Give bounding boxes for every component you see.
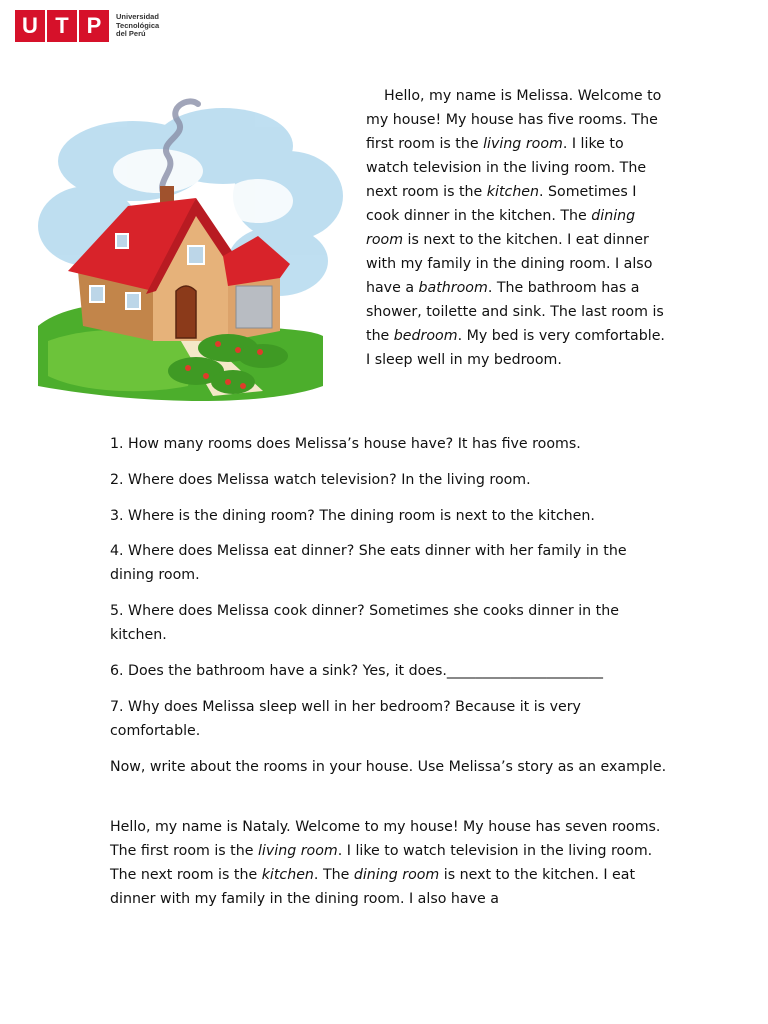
question-6: 6. Does the bathroom have a sink? Yes, it does.______________________ [110, 663, 603, 679]
front-window [188, 246, 204, 264]
question-4: 4. Where does Melissa eat dinner? She eats dinner with her family in the dining room. [110, 543, 627, 583]
student-answer [110, 815, 670, 911]
roof-window [116, 234, 128, 248]
melissa-story [366, 84, 666, 372]
story-text-3: . Sometimes I cook dinner in the kitchen. The [366, 184, 637, 224]
story-kitchen: kitchen [486, 184, 540, 200]
story-text-6: . My bed is very comfortable. I sleep well in my bedroom. [366, 328, 665, 368]
logo-letter-p: P [79, 10, 109, 42]
garage-door [236, 286, 272, 328]
story-text-4: is next to the kitchen. I eat dinner with my family in the dining room. I also have a [366, 232, 653, 296]
side-window-right [126, 293, 140, 309]
answer-text-4: is next to the kitchen. I eat dinner with my family in the dining room. I also have a [110, 867, 636, 907]
answer-kitchen: kitchen [261, 867, 314, 883]
front-door [176, 286, 196, 338]
story-text-1: Hello, my name is Melissa. Welcome to my house! My house has five rooms. The first room is the [366, 88, 662, 152]
story-text-2: . I like to watch television in the living room. The next room is the [366, 136, 647, 200]
story-bathroom: bathroom [418, 280, 488, 296]
answer-text-2: . I like to watch television in the living room. The next room is the [110, 843, 653, 883]
writing-prompt: Now, write about the rooms in your house. Use Melissa’s story as an example. [110, 759, 667, 775]
answer-living-room: living room [257, 843, 338, 859]
story-dining-room: dining room [366, 208, 636, 248]
logo-university-name [116, 13, 159, 39]
story-bedroom: bedroom [393, 328, 458, 344]
answer-dining-room: dining room [353, 867, 440, 883]
logo-letter-u: U [15, 10, 45, 42]
side-window-left [90, 286, 104, 302]
question-3: 3. Where is the dining room? The dining room is next to the kitchen. [110, 508, 595, 524]
logo-name-line2: Tecnológica [116, 20, 160, 30]
question-2: 2. Where does Melissa watch television? In the living room. [110, 472, 531, 488]
utp-logo [15, 10, 159, 42]
house-illustration [28, 86, 343, 414]
question-1: 1. How many rooms does Melissa’s house have? It has five rooms. [110, 436, 581, 452]
answer-text-3: . The [313, 867, 354, 883]
logo-name-line3: del Perú [116, 29, 146, 39]
logo-name-line1: Universidad [116, 12, 159, 22]
question-7: 7. Why does Melissa sleep well in her bedroom? Because it is very comfortable. [110, 699, 581, 739]
story-living-room: living room [483, 136, 563, 152]
logo-letter-t: T [47, 10, 77, 42]
story-text-5: . The bathroom has a shower, toilette and sink. The last room is the [366, 280, 664, 344]
question-5: 5. Where does Melissa cook dinner? Sometimes she cooks dinner in the kitchen. [110, 603, 619, 643]
answer-text-1: Hello, my name is Nataly. Welcome to my house! My house has seven rooms. The first room is the [110, 819, 661, 859]
